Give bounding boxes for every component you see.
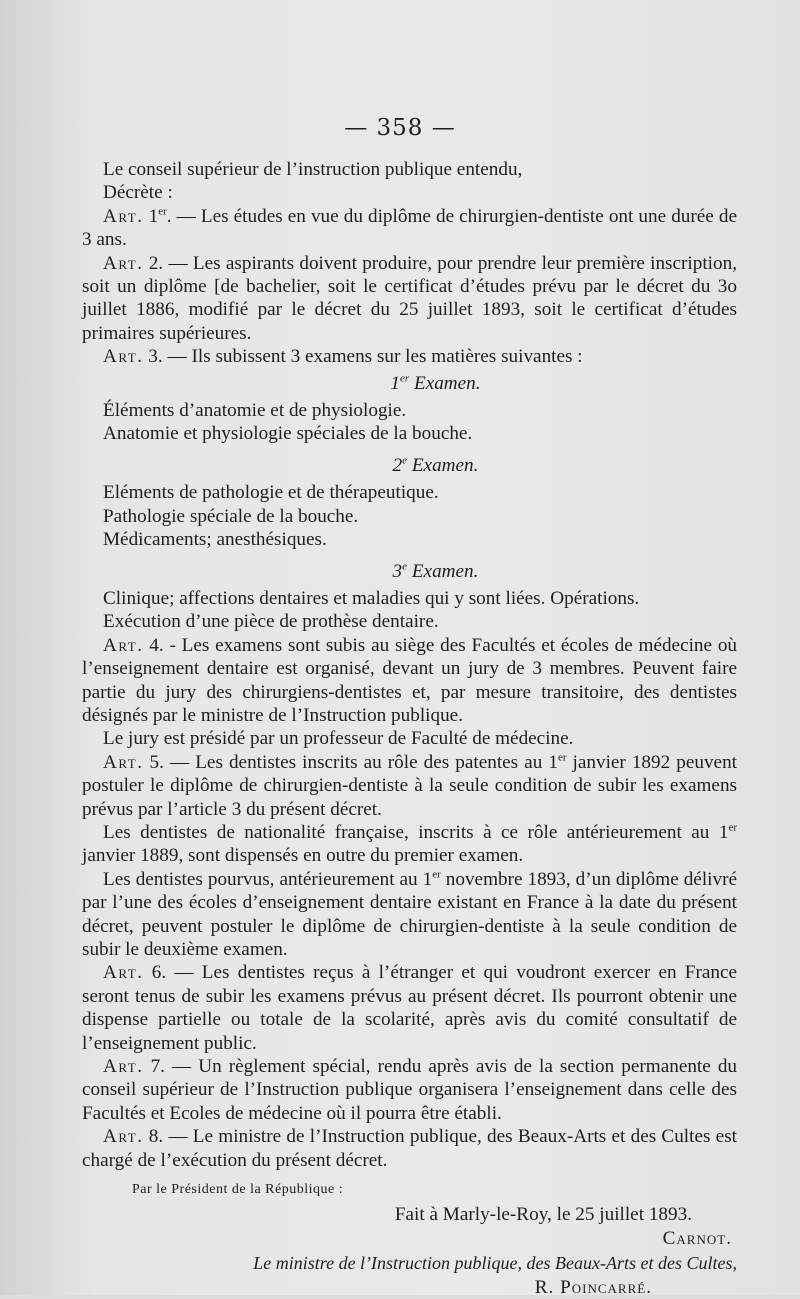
- exam-1-item: Éléments d’anatomie et de physiologie.: [103, 400, 407, 422]
- signature-place-date: Fait à Marly-le-Roy, le 25 juillet 1893.: [394, 1204, 692, 1226]
- signature-intro: Par le Président de la République :: [132, 1182, 344, 1198]
- exam-2-item: Médicaments; anesthésiques.: [103, 529, 327, 551]
- exam-heading-2: 2e Examen.: [392, 454, 479, 476]
- signature-president: Carnot.: [662, 1227, 732, 1249]
- exam-1-item: Anatomie et physiologie spéciales de la bouche.: [103, 423, 473, 445]
- signature-minister-role: Le ministre de l’Instruction publique, des Beaux-Arts et des Cultes,: [253, 1253, 737, 1274]
- article-5: Art. 5. — Les dentistes inscrits au rôle des patentes au 1er janvier 1892 peuvent postuler le diplôme de chirurgien-dentiste à la seule condition de subir les examens prévus par l’article 3 du présent décret.: [82, 751, 738, 820]
- intro-line: Le conseil supérieur de l’instruction publique entendu,: [103, 159, 523, 180]
- article-5-paragraph: Les dentistes pourvus, antérieurement au 1er novembre 1893, d’un diplôme délivré par l’une des écoles d’enseignement dentaire existant en France à la date du présent décret, peuvent postuler le diplôme de chirurgien-dentiste à la seule condition de subir le deuxième examen.: [82, 868, 737, 960]
- article-8: Art. 8. — Le ministre de l’Instruction publique, des Beaux-Arts et des Cultes est chargé de l’exécution du présent décret.: [82, 1126, 737, 1171]
- decree-body: [82, 158, 737, 1299]
- exam-3-item: Exécution d’une pièce de prothèse dentaire.: [103, 611, 439, 633]
- article-6: Art. 6. — Les dentistes reçus à l’étranger et qui voudront exercer en France seront tenus de subir les examens prévus au présent décret. Ils pourront obtenir une dispense partielle ou totale de la scolarité, après avis du comité consultatif de l’enseignement public.: [82, 962, 738, 1054]
- exam-2-item: Eléments de pathologie et de thérapeutique.: [103, 482, 439, 504]
- exam-3-item: Clinique; affections dentaires et maladies qui y sont liées. Opérations.: [103, 587, 640, 609]
- page-number: — 358 —: [344, 115, 456, 141]
- article-4-paragraph: Le jury est présidé par un professeur de Faculté de médecine.: [103, 728, 574, 750]
- signature-minister: R. Poincarré.: [534, 1276, 652, 1298]
- article-1: Art. 1er. — Les études en vue du diplôme de chirurgien-dentiste ont une durée de 3 ans.: [82, 205, 738, 251]
- exam-heading-3: 3e Examen.: [392, 560, 479, 582]
- exam-2-item: Pathologie spéciale de la bouche.: [103, 505, 359, 527]
- article-4: Art. 4. - Les examens sont subis au siège des Facultés et écoles de médecine où l’enseignement dentaire est organisé, devant un jury de 3 membres. Peuvent faire partie du jury des chirurgiens-dentistes et, par mesure transitoire, des dentistes désignés par le ministre de l’Instruction publique.: [82, 634, 738, 726]
- article-2: Art. 2. — Les aspirants doivent produire, pour prendre leur première inscription, soit un diplôme [de bachelier, soit le certificat d’études prévu par le décret du 3o juillet 1886, modifié par le décret du 25 juillet 1893, soit le certificat d’études primaires supérieures.: [82, 252, 738, 344]
- intro-decrete: Décrète :: [103, 182, 173, 204]
- article-5-paragraph: Les dentistes de nationalité française, inscrits à ce rôle antérieurement au 1er janvier 1889, sont dispensés en outre du premier examen.: [82, 821, 737, 867]
- article-3: Art. 3. — Ils subissent 3 examens sur les matières suivantes :: [103, 346, 583, 368]
- article-7: Art. 7. — Un règlement spécial, rendu après avis de la section permanente du conseil supérieur de l’Instruction publique organisera l’enseignement dans celle des Facultés et Ecoles de médecine où il pourra être établi.: [82, 1056, 738, 1124]
- exam-heading-1: 1er Examen.: [390, 372, 481, 394]
